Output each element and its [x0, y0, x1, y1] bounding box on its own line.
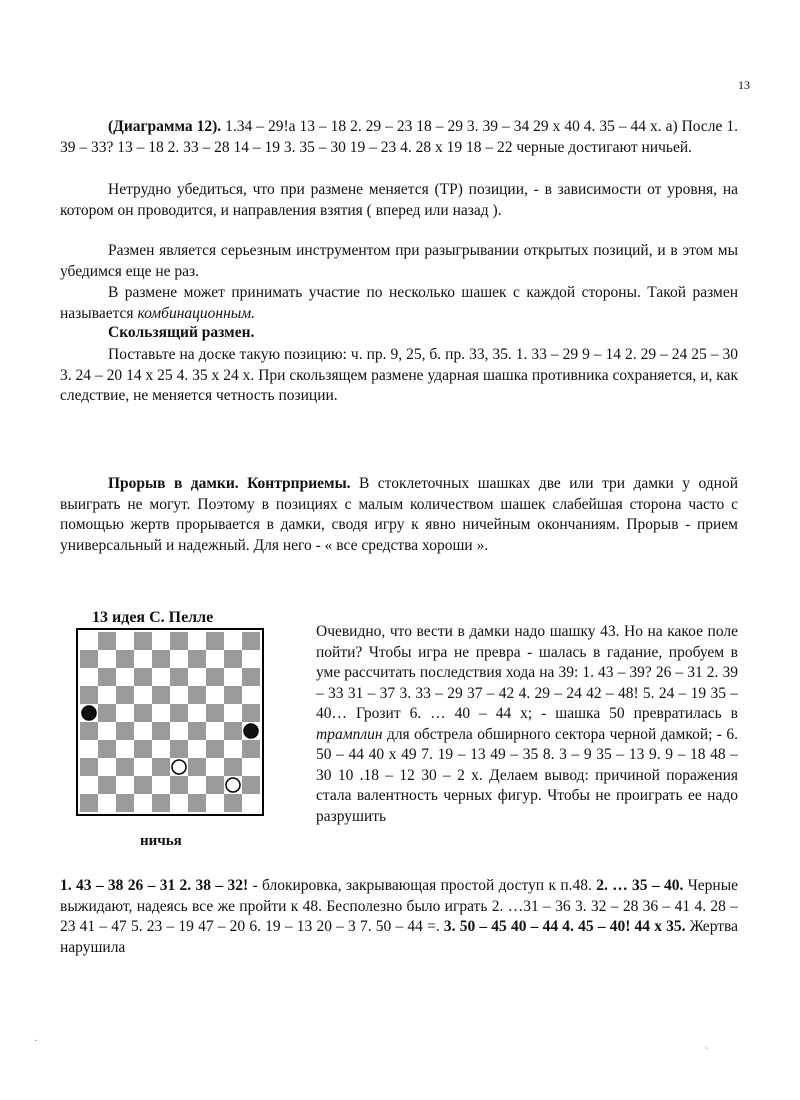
black-piece — [244, 724, 258, 738]
board-square-light — [224, 740, 242, 758]
board-square-dark — [80, 650, 98, 668]
board-square-light — [134, 686, 152, 704]
diagram-13-result: ничья — [140, 833, 182, 849]
board-square-dark — [116, 650, 134, 668]
board-square-light — [134, 794, 152, 812]
board-square-light — [116, 704, 134, 722]
board-square-light — [152, 632, 170, 650]
scan-speck: · — [34, 1036, 38, 1047]
paragraph-exchange-tr: Нетрудно убедиться, что при размене меняется (ТР) позиции, - в зависимости от уровня, на котором он проводится, и направления взятия ( вперед или назад ). — [60, 181, 738, 219]
board-square-dark — [116, 722, 134, 740]
paragraph-exchange-tool: Размен является серьезным инструментом при разыгрывании открытых позиций, и в этом мы убедимся еще не раз. — [60, 242, 738, 280]
board-square-light — [116, 632, 134, 650]
board-square-light — [170, 722, 188, 740]
blockade-text-1: - блокировка, закрывающая простой доступ к п.48. — [248, 877, 597, 894]
board-square-light — [206, 686, 224, 704]
paragraph-breakthrough — [60, 474, 738, 556]
board-square-light — [206, 794, 224, 812]
board-square-dark — [80, 794, 98, 812]
board-square-dark — [80, 758, 98, 776]
board-square-dark — [242, 740, 260, 758]
board-square-light — [152, 776, 170, 794]
board-square-light — [98, 758, 116, 776]
board-square-dark — [242, 704, 260, 722]
board-square-dark — [170, 704, 188, 722]
board-square-dark — [116, 758, 134, 776]
trampoline-term: трамплин — [316, 725, 383, 743]
board-square-light — [98, 650, 116, 668]
board-square-light — [188, 740, 206, 758]
board-square-dark — [188, 722, 206, 740]
paragraph-combination-exchange — [60, 283, 738, 324]
board-square-dark — [170, 668, 188, 686]
draughts-board — [76, 628, 264, 816]
board-square-dark — [224, 650, 242, 668]
board-square-light — [134, 758, 152, 776]
board-square-dark — [98, 632, 116, 650]
analysis-text-2: для обстрела обширного сектора черной дамкой; - 6. 50 – 44 40 х 49 7. 19 – 13 49 – 35 8. 3 – 9 35 – 13 9. 9 – 18 48 – 30 10 .18 – 12 30 – 2 х. Делаем вывод: причиной поражения стала валентность черных фигур. Чтобы не проиграть ее надо разрушить — [316, 725, 738, 825]
board-square-light — [80, 632, 98, 650]
blockade-text-2: Черные выжидают, надеясь все же пройти к 48. Бесполезно было играть 2. …31 – 36 3. 32 – 28 36 – 41 4. 28 – 23 41 – 47 5. 23 – 19 47 – 20 6. 19 – 13 20 – 3 7. 50 – 44 =. — [60, 877, 738, 935]
board-square-light — [206, 722, 224, 740]
board-square-light — [170, 794, 188, 812]
breakthrough-heading: Прорыв в дамки. Контрприемы. — [108, 475, 351, 492]
board-square-dark — [188, 758, 206, 776]
combination-term: комбинационным. — [137, 304, 256, 322]
moves-bold-2: 2. … 35 – 40. — [596, 877, 684, 894]
board-square-dark — [242, 668, 260, 686]
board-square-dark — [170, 632, 188, 650]
board-square-light — [170, 650, 188, 668]
diagram-12-label: (Диаграмма 12). — [108, 118, 222, 135]
board-square-dark — [152, 758, 170, 776]
board-square-light — [188, 668, 206, 686]
board-square-light — [116, 740, 134, 758]
board-square-light — [170, 686, 188, 704]
board-square-dark — [242, 632, 260, 650]
board-square-light — [206, 650, 224, 668]
breakthrough-text: В стоклеточных шашках две или три дамки у одной выиграть не могут. Поэтому в позициях с малым количеством шашек слабейшая сторона часто с помощью жертв прорывается в дамки, сводя игру к явно ничейным окончаниям. Прорыв - прием универсальный и надежный. Для него - « все средства хороши ». — [60, 475, 738, 554]
board-square-dark — [206, 704, 224, 722]
board-square-dark — [80, 722, 98, 740]
board-square-dark — [206, 740, 224, 758]
board-square-dark — [98, 776, 116, 794]
board-square-light — [224, 632, 242, 650]
board-square-light — [80, 668, 98, 686]
board-square-dark — [98, 668, 116, 686]
blockade-text-3: Жертва нарушила — [60, 918, 739, 956]
board-square-light — [152, 740, 170, 758]
board-square-dark — [224, 758, 242, 776]
board-square-dark — [152, 686, 170, 704]
board-square-dark — [116, 794, 134, 812]
board-square-light — [80, 776, 98, 794]
board-square-dark — [134, 704, 152, 722]
draughts-board-svg — [76, 628, 264, 816]
board-square-light — [116, 776, 134, 794]
board-square-dark — [98, 740, 116, 758]
board-square-light — [188, 776, 206, 794]
board-square-light — [206, 758, 224, 776]
white-piece — [172, 760, 186, 774]
moves-bold-1: 1. 43 – 38 26 – 31 2. 38 – 32! — [60, 877, 249, 894]
board-square-dark — [188, 794, 206, 812]
paragraph-blockade — [60, 876, 738, 958]
board-square-dark — [152, 650, 170, 668]
board-square-dark — [224, 686, 242, 704]
board-square-dark — [116, 686, 134, 704]
diagram-13-caption: 13 идея С. Пелле — [92, 609, 214, 626]
diagram-12-moves: 1.34 – 29!а 13 – 18 2. 29 – 23 18 – 29 3. 39 – 34 29 х 40 4. 35 – 44 х. а) После 1. 39 – 33? 13 – 18 2. 33 – 28 14 – 19 3. 35 – 30 19 – 23 4. 28 х 19 18 – 22 черные достигают ничьей. — [60, 118, 739, 156]
board-square-dark — [188, 686, 206, 704]
board-square-dark — [206, 668, 224, 686]
board-square-light — [224, 704, 242, 722]
board-square-light — [98, 686, 116, 704]
board-square-dark — [134, 668, 152, 686]
board-square-dark — [134, 740, 152, 758]
board-square-dark — [224, 794, 242, 812]
paragraph-diagram-12 — [60, 117, 738, 158]
board-square-light — [98, 722, 116, 740]
board-square-light — [242, 794, 260, 812]
board-square-light — [116, 668, 134, 686]
board-square-dark — [80, 686, 98, 704]
board-square-dark — [224, 722, 242, 740]
black-piece — [82, 706, 96, 720]
board-square-light — [80, 740, 98, 758]
board-square-dark — [134, 776, 152, 794]
board-square-dark — [98, 704, 116, 722]
board-square-light — [242, 650, 260, 668]
board-square-dark — [170, 740, 188, 758]
page-number: 13 — [738, 78, 750, 92]
paragraph-analysis — [316, 622, 738, 827]
board-square-light — [98, 794, 116, 812]
board-square-dark — [242, 776, 260, 794]
white-piece — [226, 778, 240, 792]
board-square-dark — [206, 632, 224, 650]
board-square-light — [152, 668, 170, 686]
board-square-dark — [170, 776, 188, 794]
board-square-light — [188, 704, 206, 722]
scan-speck: ˋ — [705, 1047, 709, 1058]
board-square-light — [152, 704, 170, 722]
sliding-exchange-heading: Скользящий размен. — [108, 324, 255, 341]
board-square-dark — [134, 632, 152, 650]
board-square-dark — [206, 776, 224, 794]
board-square-light — [188, 632, 206, 650]
moves-bold-3: 3. 50 – 45 40 – 44 4. 45 – 40! 44 х 35. — [443, 918, 686, 935]
board-square-dark — [188, 650, 206, 668]
board-square-dark — [152, 722, 170, 740]
paragraph-sliding-exchange: Поставьте на доске такую позицию: ч. пр. 9, 25, б. пр. 33, 35. 1. 33 – 29 9 – 14 2. 29 – 24 25 – 30 3. 24 – 20 14 х 25 4. 35 х 24 х. При скользящем размене ударная шашка противника сохраняется, и, как следствие, не меняется четность позиции. — [60, 346, 738, 404]
board-square-dark — [152, 794, 170, 812]
board-square-light — [134, 722, 152, 740]
board-square-light — [242, 686, 260, 704]
board-square-light — [134, 650, 152, 668]
combination-exchange-text: В размене может принимать участие по несколько шашек с каждой стороны. Такой размен называется — [60, 284, 738, 322]
board-square-light — [242, 758, 260, 776]
board-square-light — [224, 668, 242, 686]
analysis-text-1: Очевидно, что вести в дамки надо шашку 43. Но на какое поле пойти? Чтобы игра не превра - шалась в гадание, пробуем в уме рассчитать последствия хода на 39: 1. 43 – 39? 26 – 31 2. 39 – 33 31 – 37 3. 33 – 29 37 – 42 4. 29 – 24 42 – 48! 5. 24 – 19 35 – 40… Грозит 6. … 40 – 44 х; - шашка 50 превратилась в — [316, 623, 738, 722]
